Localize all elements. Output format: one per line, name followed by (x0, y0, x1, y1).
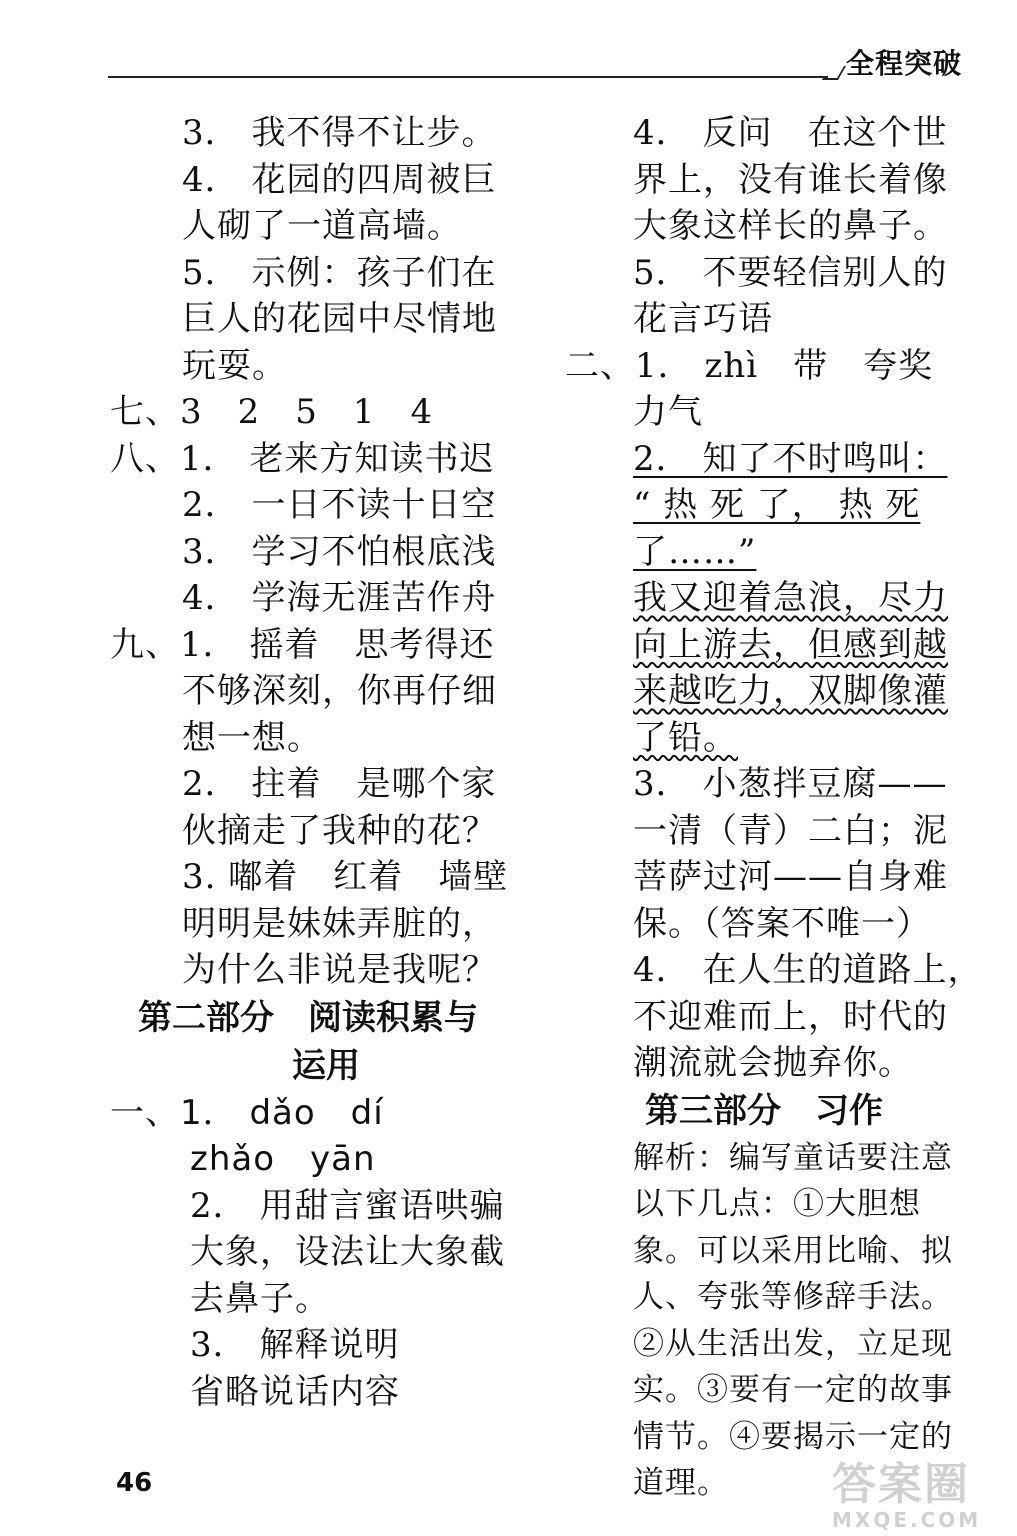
answer-line: 5． 不要轻信别人的 (633, 252, 948, 293)
answer-line: ②从生活出发，立足现 (633, 1325, 953, 1362)
answer-line: 保。（答案不唯一） (633, 903, 931, 944)
watermark-text: 答案圈 (832, 1459, 970, 1510)
answer-line: 明明是妹妹弄脏的， (182, 903, 497, 944)
section-title-part3: 第三部分 习作 (645, 1090, 883, 1131)
answer-line: 九、1． 摇着 思考得还 (110, 624, 495, 665)
answer-line: 3． 学习不怕根底浅 (182, 531, 497, 572)
answer-line: 实。③要有一定的故事 (633, 1372, 953, 1408)
answer-line: 伙摘走了我种的花？ (182, 810, 497, 851)
answer-line: 情节。④要揭示一定的 (633, 1418, 953, 1455)
answer-line (565, 668, 985, 715)
answer-line: 潮流就会抛弃你。 (633, 1043, 913, 1083)
answer-line: 5． 示例：孩子们在 (182, 252, 497, 293)
wavy-underlined-text: 了铅。 (633, 717, 738, 758)
answer-line: 大象，设法让大象截 (190, 1232, 505, 1272)
answer-line: 人、夸张等修辞手法。 (633, 1279, 953, 1315)
answer-line: 界上，没有谁长着像 (633, 159, 948, 200)
answer-line: 4． 学海无涯苦作舟 (182, 578, 497, 618)
page-number: 46 (116, 1468, 153, 1498)
answer-line: 4． 在人生的道路上， (633, 950, 983, 990)
answer-line: 3． 小葱拌豆腐—— (633, 764, 948, 804)
header-rule-tick (822, 66, 846, 80)
answer-line: 力气 (633, 392, 703, 432)
watermark-logo (832, 1448, 1002, 1532)
answer-line: 二、1． zhì 带 夸奖 (565, 345, 934, 386)
underlined-text: 了……” (633, 531, 757, 572)
answer-line: 省略说话内容 (190, 1371, 400, 1412)
answer-line: 为什么非说是我呢？ (182, 950, 497, 990)
answer-line (565, 622, 985, 669)
answer-line: 4． 花园的四周被巨 (182, 159, 497, 200)
answer-line: 人砌了一道高墙。 (182, 206, 462, 246)
answer-line: 3. 嘟着 红着 墙壁 (182, 857, 509, 897)
answer-line: 3． 我不得不让步。 (182, 113, 497, 153)
answer-line: 一清（青）二白；泥 (633, 810, 948, 851)
wavy-underlined-text: 向上游去，但感到越 (633, 624, 948, 665)
answer-line: 一、1． dǎo dí (110, 1092, 384, 1133)
left-column (110, 110, 550, 1415)
wavy-underlined-text: 我又迎着急浪，尽力 (633, 578, 948, 618)
answer-line (565, 529, 985, 576)
answer-line: 大象这样长的鼻子。 (633, 206, 948, 246)
answer-line: 玩耍。 (182, 345, 287, 386)
answer-line: 象。可以采用比喻、拟 (633, 1232, 953, 1269)
section-title-part2-cont: 运用 (292, 1045, 360, 1086)
answer-line: 2． 一日不读十日空 (182, 485, 497, 525)
answer-line: 道理。 (633, 1465, 729, 1501)
answer-line: 巨人的花园中尽情地 (182, 299, 497, 339)
answer-line: 3． 解释说明 (190, 1325, 400, 1365)
section-title-part2: 第二部分 阅读积累与 (138, 997, 478, 1038)
answer-line: 去鼻子。 (190, 1278, 330, 1319)
answer-line (565, 436, 985, 483)
answer-line: 2． 拄着 是哪个家 (182, 764, 497, 804)
answer-line: 想一想。 (182, 717, 322, 758)
answer-line: 解析：编写童话要注意 (633, 1139, 953, 1176)
answer-line (565, 575, 985, 622)
answer-line: 花言巧语 (633, 299, 773, 339)
answer-line: 2． 用甜言蜜语哄骗 (190, 1185, 505, 1226)
answer-line: 不迎难而上，时代的 (633, 996, 948, 1037)
header-rule (108, 76, 828, 78)
answer-line: 4． 反问 在这个世 (633, 113, 948, 153)
underlined-text: 2． 知了不时鸣叫： (633, 438, 948, 479)
answer-line (565, 482, 985, 529)
answer-line (565, 715, 985, 762)
right-column (565, 110, 985, 1507)
answer-line: 八、1． 老来方知读书迟 (110, 438, 495, 479)
answer-line: 不够深刻，你再仔细 (182, 671, 497, 711)
answer-line: 以下几点：①大胆想 (633, 1186, 921, 1222)
answer-line: 菩萨过河——自身难 (633, 857, 948, 897)
underlined-text: “ 热 死 了， 热 死 (633, 485, 921, 525)
watermark-url: MXQE.COM (832, 1508, 982, 1532)
wavy-underlined-text: 来越吃力，双脚像灌 (633, 671, 948, 711)
header-title: 全程突破 (846, 47, 963, 80)
answer-line: zhǎo yān (190, 1139, 376, 1179)
answer-line: 七、3 2 5 1 4 (110, 392, 434, 432)
